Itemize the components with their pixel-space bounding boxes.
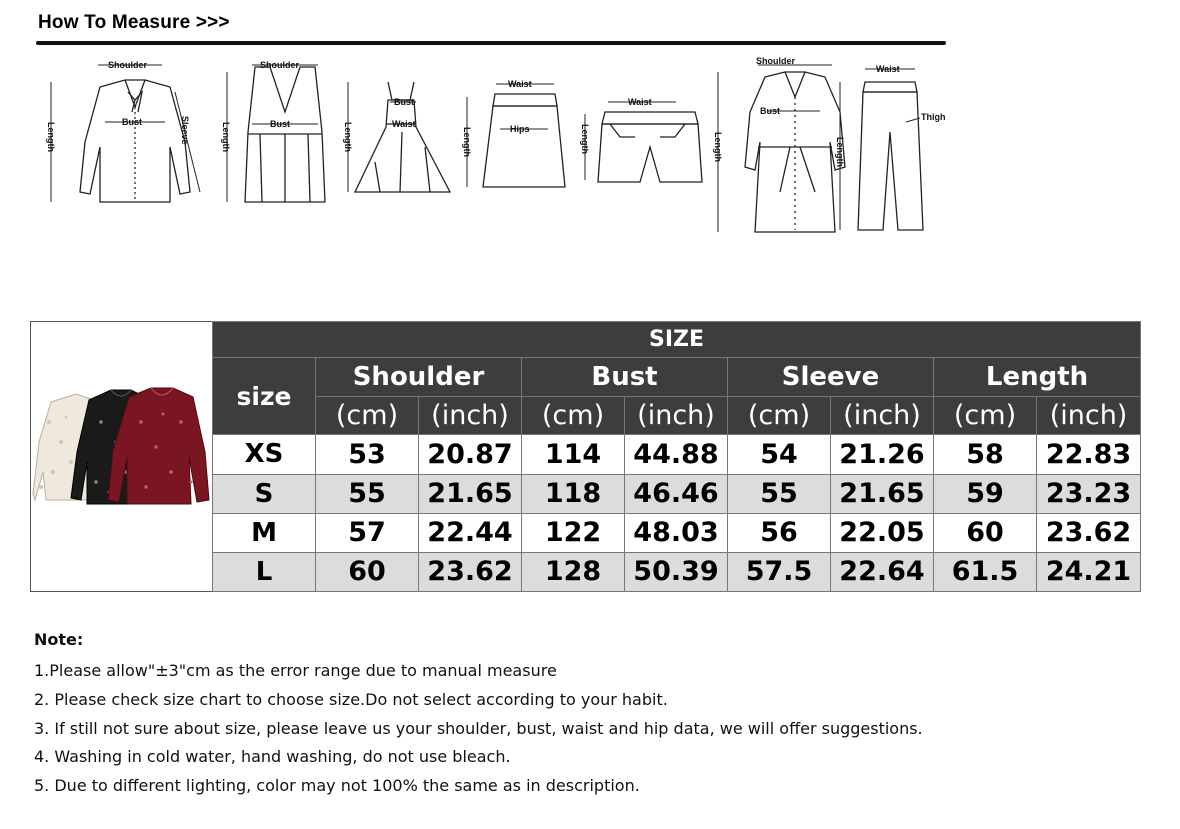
label-shoulder-1: Shoulder — [108, 60, 148, 70]
label-bust-4: Bust — [760, 106, 780, 116]
title-divider — [36, 41, 946, 45]
table-cell: 23.62 — [419, 552, 522, 591]
pants-diagram — [858, 82, 923, 230]
label-length-1: Length — [46, 122, 56, 152]
table-cell: 60 — [934, 513, 1037, 552]
group-header-bust: Bust — [522, 358, 728, 397]
unit-inch: (inch) — [1037, 397, 1141, 435]
label-bust-3: Bust — [394, 97, 414, 107]
table-cell: 21.65 — [419, 474, 522, 513]
unit-inch: (inch) — [831, 397, 934, 435]
unit-inch: (inch) — [625, 397, 728, 435]
unit-header-row — [213, 397, 1141, 435]
shorts-diagram — [598, 112, 702, 182]
table-cell: 60 — [316, 552, 419, 591]
table-cell: 44.88 — [625, 435, 728, 474]
tank-diagram — [245, 67, 325, 202]
table-cell: 46.46 — [625, 474, 728, 513]
size-chart-table — [212, 321, 1141, 592]
size-label: S — [213, 474, 316, 513]
table-cell: 57 — [316, 513, 419, 552]
table-cell: 20.87 — [419, 435, 522, 474]
table-cell: 54 — [728, 435, 831, 474]
note-line: 2. Please check size chart to choose size.Do not select according to your habit. — [34, 689, 668, 709]
label-length-2: Length — [221, 122, 231, 152]
diagram-svg — [30, 52, 960, 242]
notes-title: Note: — [34, 630, 84, 649]
how-to-measure-title: How To Measure >>> — [38, 12, 230, 33]
table-cell: 48.03 — [625, 513, 728, 552]
label-waist-3: Waist — [628, 97, 652, 107]
table-row — [213, 474, 1141, 513]
table-cell: 114 — [522, 435, 625, 474]
unit-cm: (cm) — [934, 397, 1037, 435]
table-cell: 21.65 — [831, 474, 934, 513]
group-header-length: Length — [934, 358, 1141, 397]
group-header-sleeve: Sleeve — [728, 358, 934, 397]
group-header-row — [213, 358, 1141, 397]
table-cell: 22.05 — [831, 513, 934, 552]
note-line: 3. If still not sure about size, please leave us your shoulder, bust, waist and hip data, we will offer suggestions. — [34, 718, 923, 738]
label-shoulder-2: Shoulder — [260, 60, 300, 70]
unit-cm: (cm) — [316, 397, 419, 435]
note-line: 4. Washing in cold water, hand washing, do not use bleach. — [34, 747, 511, 767]
label-length-5: Length — [580, 124, 590, 154]
note-line: 1.Please allow"±3"cm as the error range due to manual measure — [34, 661, 557, 680]
notes-section — [34, 630, 923, 801]
label-length-3: Length — [343, 122, 353, 152]
unit-cm: (cm) — [522, 397, 625, 435]
size-label: XS — [213, 435, 316, 474]
blouse-diagram — [80, 80, 190, 202]
table-cell: 22.64 — [831, 552, 934, 591]
table-cell: 22.83 — [1037, 435, 1141, 474]
table-cell: 57.5 — [728, 552, 831, 591]
table-cell: 118 — [522, 474, 625, 513]
label-bust-1: Bust — [122, 117, 142, 127]
group-header-shoulder: Shoulder — [316, 358, 522, 397]
measurement-diagrams — [30, 52, 960, 242]
table-row — [213, 513, 1141, 552]
product-photo — [30, 321, 213, 592]
label-thigh: Thigh — [921, 112, 946, 122]
label-bust-2: Bust — [270, 119, 290, 129]
size-label: L — [213, 552, 316, 591]
label-sleeve: Sleeve — [180, 116, 190, 145]
table-cell: 128 — [522, 552, 625, 591]
coat-diagram — [745, 72, 845, 232]
table-cell: 55 — [316, 474, 419, 513]
table-cell: 23.62 — [1037, 513, 1141, 552]
table-row — [213, 435, 1141, 474]
label-length-6: Length — [713, 132, 723, 162]
table-title-row — [213, 322, 1141, 358]
skirt-diagram — [483, 94, 565, 187]
table-cell: 21.26 — [831, 435, 934, 474]
label-waist-2: Waist — [508, 79, 532, 89]
label-length-7: Length — [835, 137, 845, 167]
table-cell: 24.21 — [1037, 552, 1141, 591]
table-cell: 56 — [728, 513, 831, 552]
label-waist-1: Waist — [392, 119, 416, 129]
note-line: 5. Due to different lighting, color may not 100% the same as in description. — [34, 776, 640, 796]
table-row — [213, 552, 1141, 591]
table-cell: 23.23 — [1037, 474, 1141, 513]
table-cell: 61.5 — [934, 552, 1037, 591]
unit-cm: (cm) — [728, 397, 831, 435]
table-cell: 58 — [934, 435, 1037, 474]
label-length-4: Length — [462, 127, 472, 157]
size-column-header: size — [213, 358, 316, 435]
label-shoulder-3: Shoulder — [756, 56, 796, 66]
table-cell: 53 — [316, 435, 419, 474]
label-hips: Hips — [510, 124, 530, 134]
unit-inch: (inch) — [419, 397, 522, 435]
table-cell: 22.44 — [419, 513, 522, 552]
label-waist-4: Waist — [876, 64, 900, 74]
table-cell: 122 — [522, 513, 625, 552]
table-cell: 55 — [728, 474, 831, 513]
table-cell: 59 — [934, 474, 1037, 513]
table-title: SIZE — [213, 322, 1141, 358]
table-cell: 50.39 — [625, 552, 728, 591]
size-label: M — [213, 513, 316, 552]
